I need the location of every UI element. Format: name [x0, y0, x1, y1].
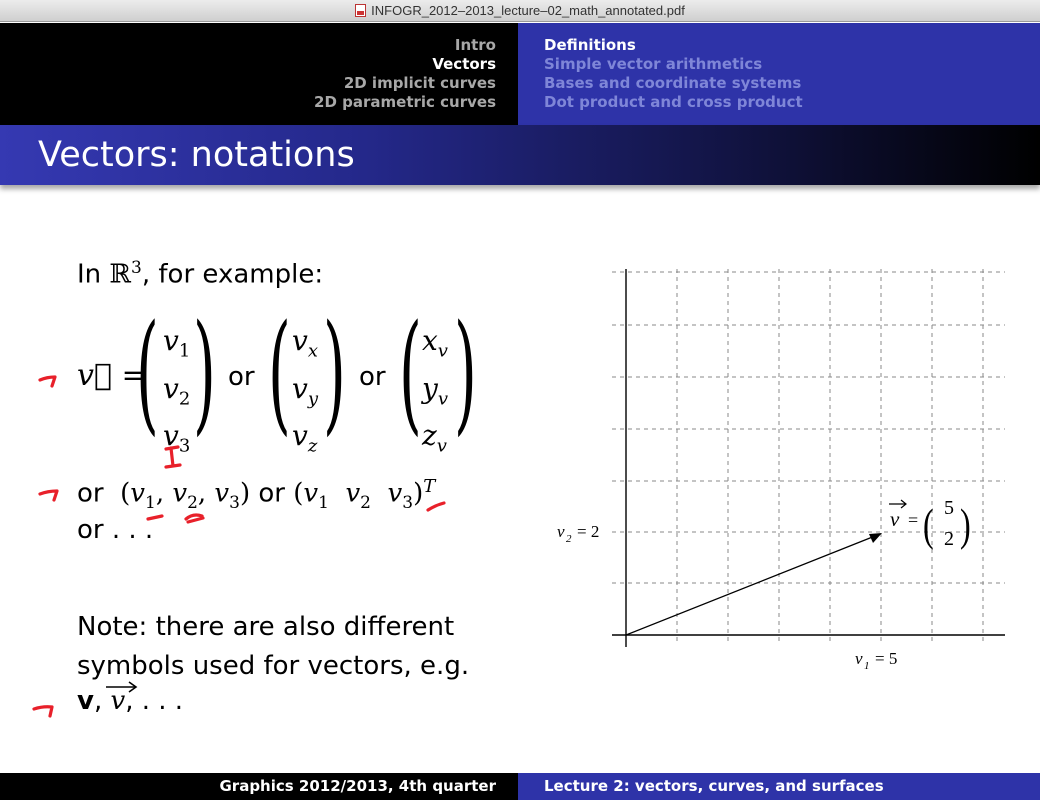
left-paren: ( — [136, 296, 159, 448]
vector-eq-sign: = — [908, 510, 919, 530]
svg-text:v: v — [855, 649, 863, 668]
underline-mark-icon — [148, 503, 444, 522]
bold-v-symbol: v — [77, 686, 94, 716]
transpose-superscript: T — [423, 476, 436, 497]
grid-lines — [612, 269, 1005, 645]
svg-text:2: 2 — [566, 533, 572, 545]
column-vector-2: $v_x$ $v_y$ $v_z$ — [292, 324, 318, 457]
intro-line: In ℝ$^3$, for example: — [77, 258, 324, 290]
column-vector-1: $v_1$ $v_2$ $v_3$ — [163, 324, 191, 457]
svg-text:= 2: = 2 — [577, 522, 600, 541]
column-vector-3: $x_v$ $y_v$ $z_v$ — [422, 324, 448, 457]
hand-drawn-arrow-icon — [40, 491, 57, 500]
vector-figure — [540, 255, 1020, 685]
hand-drawn-arrow-icon — [40, 377, 55, 386]
nav-subsection-definitions[interactable]: Definitions — [544, 36, 636, 54]
vector-value-x: 5 — [944, 497, 954, 519]
vector-equation — [889, 497, 971, 550]
row-vector-line: or ($v_1$, $v_2$, $v_3$) or ($v_1$ $v_2$ $v_3)^T$ — [77, 476, 436, 513]
nav-section-vectors[interactable]: Vectors — [432, 55, 496, 73]
right-paren: ) — [193, 296, 216, 448]
dimension-exponent: 3 — [131, 258, 142, 278]
nav-subsection-arithmetics[interactable]: Simple vector arithmetics — [544, 55, 763, 73]
y-component-label — [557, 522, 599, 545]
right-paren: ) — [960, 499, 971, 551]
svg-text:= 5: = 5 — [875, 649, 898, 668]
nav-section-parametric-curves[interactable]: 2D parametric curves — [314, 93, 496, 111]
left-paren: ( — [923, 499, 934, 551]
arrowhead-icon — [869, 533, 882, 543]
svg-text:v: v — [557, 522, 565, 541]
symbols-line: v, v , . . . — [77, 686, 183, 716]
slide-footer — [0, 773, 1040, 800]
vector-arrow-line — [626, 536, 875, 635]
or-ellipsis-line: or . . . — [77, 515, 154, 545]
bracket-mark-icon — [166, 447, 180, 467]
right-paren: ) — [454, 296, 477, 448]
vector-value-y: 2 — [944, 528, 954, 550]
left-paren: ( — [399, 296, 422, 448]
or-text-1: or — [228, 362, 255, 392]
nav-subsection-bases[interactable]: Bases and coordinate systems — [544, 74, 802, 92]
or-text-2: or — [359, 362, 386, 392]
nav-section-intro[interactable]: Intro — [454, 36, 496, 54]
footer-left — [0, 773, 518, 800]
nav-subsection-products[interactable]: Dot product and cross product — [544, 93, 803, 111]
page-title: Vectors: notations — [38, 135, 355, 175]
footer-course: Graphics 2012/2013, 4th quarter — [219, 777, 496, 795]
real-numbers-symbol: ℝ — [109, 259, 132, 290]
arrow-v-symbol: v — [110, 686, 125, 716]
hand-drawn-arrow-icon — [34, 707, 52, 716]
right-paren: ) — [323, 296, 346, 448]
nav-section-implicit-curves[interactable]: 2D implicit curves — [343, 74, 496, 92]
footer-lecture: Lecture 2: vectors, curves, and surfaces — [544, 777, 884, 795]
vector-label: v — [890, 507, 900, 531]
window-title: INFOGR_2012–2013_lecture–02_math_annotated.pdf — [371, 3, 685, 18]
footer-right — [518, 773, 1040, 800]
left-paren: ( — [268, 296, 291, 448]
vector-v-equals: v⃗ = — [77, 358, 147, 393]
x-component-label — [855, 649, 897, 672]
svg-text:1: 1 — [864, 660, 870, 672]
note-paragraph: Note: there are also different symbols used for vectors, e.g. — [77, 612, 470, 681]
